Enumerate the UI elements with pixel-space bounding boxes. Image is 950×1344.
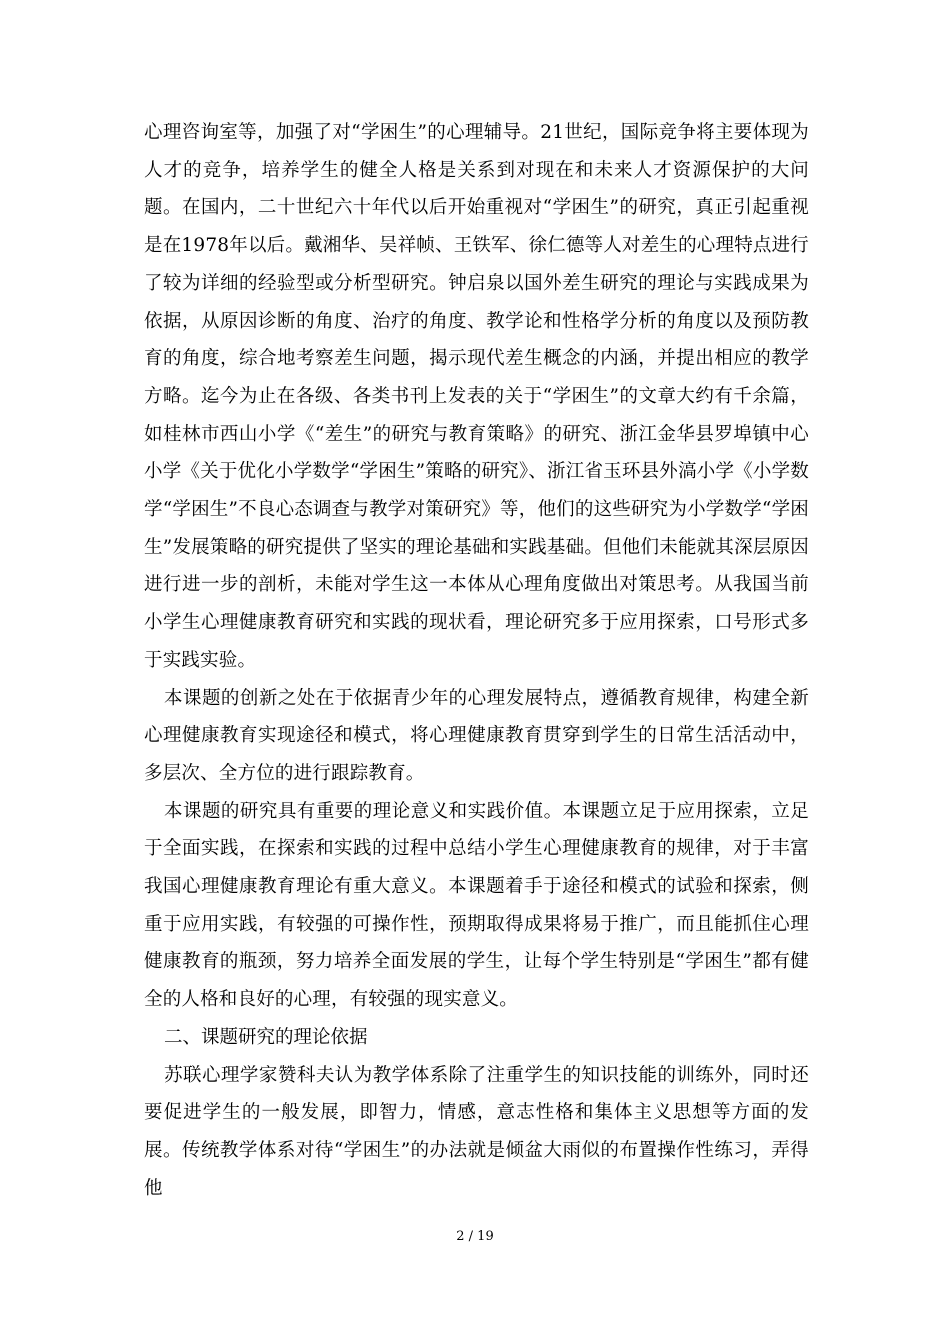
paragraph-2: 本课题的创新之处在于依据青少年的心理发展特点，遵循教育规律，构建全新心理健康教育实现途径和模式，将心理健康教育贯穿到学生的日常生活活动中，多层次、全方位的进行跟踪教育。 bbox=[144, 687, 809, 784]
section-heading: 二、课题研究的理论依据 bbox=[164, 1026, 368, 1048]
paragraph-4: 苏联心理学家赞科夫认为教学体系除了注重学生的知识技能的训练外，同时还要促进学生的一般发展，即智力，情感，意志性格和集体主义思想等方面的发展。传统教学体系对待“学困生”的办法就是倾盆大雨似的布置操作性练习，弄得他 bbox=[144, 1064, 809, 1199]
paragraph-1: 心理咨询室等，加强了对“学困生”的心理辅导。21世纪，国际竞争将主要体现为人才的竞争，培养学生的健全人格是关系到对现在和未来人才资源保护的大问题。在国内，二十世纪六十年代以后开始重视对“学困生”的研究，真正引起重视是在1978年以后。戴湘华、吴祥帧、王铁军、徐仁德等人对差生的心理特点进行了较为详细的经验型或分析型研究。钟启泉以国外差生研究的理论与实践成果为依据，从原因诊断的角度、治疗的角度、教学论和性格学分析的角度以及预防教育的角度，综合地考察差生问题，揭示现代差生概念的内涵，并提出相应的教学方略。迄今为止在各级、各类书刊上发表的关于“学困生”的文章大约有千余篇，如桂林市西山小学《“差生”的研究与教育策略》的研究、浙江金华县罗埠镇中心小学《关于优化小学数学“学困生”策略的研究》、浙江省玉环县外滈小学《小学数学“学困生”不良心态调查与教学对策研究》等，他们的这些研究为小学数学“学困生”发展策略的研究提供了坚实的理论基础和实践基础。但他们未能就其深层原因进行进一步的剖析，未能对学生这一本体从心理角度做出对策思考。从我国当前小学生心理健康教育研究和实践的现状看，理论研究多于应用探索，口号形式多于实践实验。 bbox=[144, 122, 809, 671]
page-number: 2 / 19 bbox=[456, 1229, 494, 1244]
paragraph-3: 本课题的研究具有重要的理论意义和实践价值。本课题立足于应用探索，立足于全面实践，在探索和实践的过程中总结小学生心理健康教育的规律，对于丰富我国心理健康教育理论有重大意义。本课题着手于途径和模式的试验和探索，侧重于应用实践，有较强的可操作性，预期取得成果将易于推广，而且能抓住心理健康教育的瓶颈，努力培养全面发展的学生，让每个学生特别是“学困生”都有健全的人格和良好的心理，有较强的现实意义。 bbox=[144, 800, 809, 1011]
document-body bbox=[144, 114, 809, 1207]
